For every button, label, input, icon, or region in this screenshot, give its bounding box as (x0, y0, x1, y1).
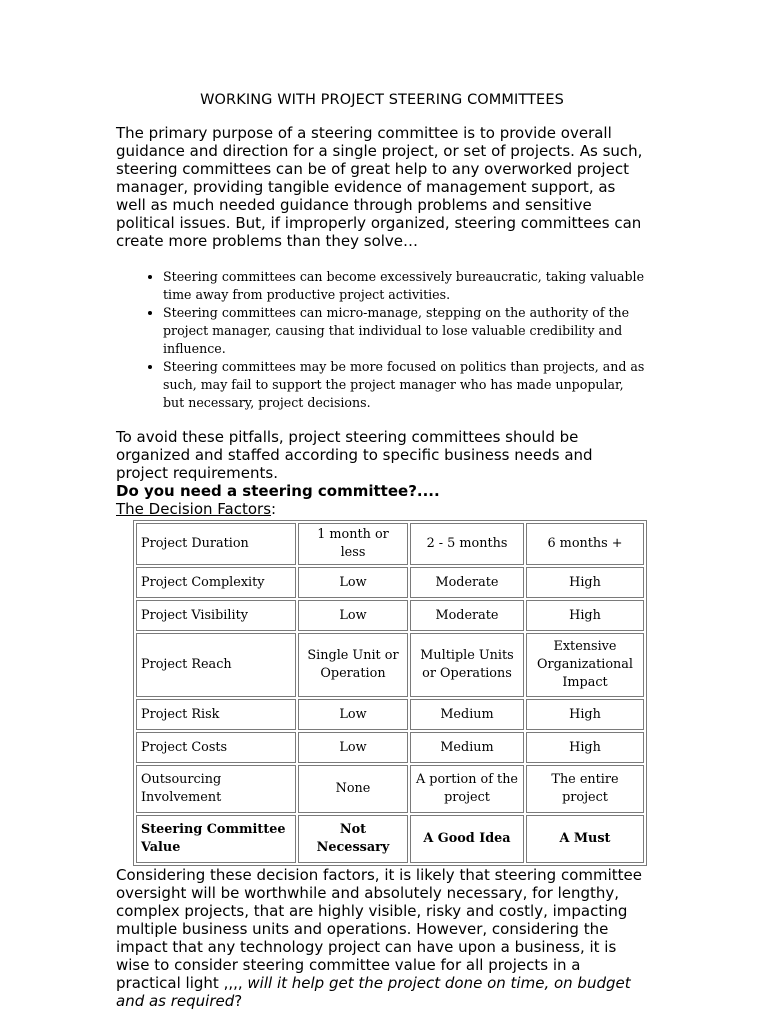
conclusion-italic: will it help get the project done on time, on budget and as required (116, 974, 631, 1010)
table-cell: Not Necessary (298, 815, 408, 863)
table-cell: High (526, 567, 644, 598)
pitfalls-list (116, 268, 648, 412)
table-cell: Medium (410, 732, 524, 763)
table-row (136, 732, 644, 763)
table-cell: Low (298, 699, 408, 730)
decision-factors-table (133, 520, 647, 866)
table-cell: A Good Idea (410, 815, 524, 863)
row-label: Steering Committee Value (136, 815, 296, 863)
row-label: Project Complexity (136, 567, 296, 598)
table-row (136, 699, 644, 730)
row-label: Project Duration (136, 523, 296, 565)
table-cell: Extensive Organizational Impact (526, 633, 644, 697)
table-cell: Moderate (410, 600, 524, 631)
list-item: • Steering committees can micro-manage, stepping on the authority of the project manager, causing that individual to lose valuable credibility and influence. (163, 304, 648, 358)
table-row (136, 600, 644, 631)
row-label: Project Risk (136, 699, 296, 730)
row-label: Project Reach (136, 633, 296, 697)
table-row (136, 523, 644, 565)
table-cell: 6 months + (526, 523, 644, 565)
table-cell: A portion of the project (410, 765, 524, 813)
table-cell: Single Unit or Operation (298, 633, 408, 697)
avoid-paragraph: To avoid these pitfalls, project steering committees should be organized and staffed according to specific business needs and project requirements. (116, 428, 593, 482)
intro-paragraph: The primary purpose of a steering committee is to provide overall guidance and direction for a single project, or set of projects. As such, steering committees can be of great help to any overworked project manager, providing tangible evidence of management support, as well as much needed guidance through problems and sensitive political issues. But, if improperly organized, steering committees can create more problems than they solve… (116, 124, 643, 250)
table-cell: None (298, 765, 408, 813)
table-row (136, 765, 644, 813)
table-cell: Low (298, 600, 408, 631)
table-cell: Moderate (410, 567, 524, 598)
conclusion-paragraph (116, 866, 648, 1010)
table-cell: Medium (410, 699, 524, 730)
decision-factors-colon: : (271, 500, 277, 518)
table-cell: Low (298, 567, 408, 598)
table-cell: Multiple Units or Operations (410, 633, 524, 697)
conclusion-end: ? (234, 992, 243, 1010)
conclusion-text: Considering these decision factors, it is likely that steering committee oversight will be worthwhile and absolutely necessary, for lengthy, complex projects, that are highly visible, risky and costly, impacting multiple business units and operations. However, considering the impact that any technology project can have upon a business, it is wise to consider steering committee value for all projects in a practical light ,,,, (116, 866, 642, 992)
section-question: Do you need a steering committee?.... (116, 482, 440, 500)
table-cell: 2 - 5 months (410, 523, 524, 565)
table-cell: 1 month or less (298, 523, 408, 565)
document-page (116, 92, 648, 1010)
table-cell: High (526, 732, 644, 763)
table-cell: A Must (526, 815, 644, 863)
decision-factors-label (116, 500, 648, 518)
table-cell: High (526, 699, 644, 730)
row-label: Outsourcing Involvement (136, 765, 296, 813)
table-cell: The entire project (526, 765, 644, 813)
list-item: • Steering committees may be more focused on politics than projects, and as such, may fail to support the project manager who has made unpopular, but necessary, project decisions. (163, 358, 648, 412)
decision-factors-label-text: The Decision Factors (116, 500, 272, 518)
row-label: Project Costs (136, 732, 296, 763)
list-item: • Steering committees can become excessively bureaucratic, taking valuable time away from productive project activities. (163, 268, 648, 304)
table-row (136, 633, 644, 697)
table-cell: High (526, 600, 644, 631)
table-cell: Low (298, 732, 408, 763)
row-label: Project Visibility (136, 600, 296, 631)
table-row (136, 815, 644, 863)
document-title: WORKING WITH PROJECT STEERING COMMITTEES (200, 92, 564, 108)
table-row (136, 567, 644, 598)
